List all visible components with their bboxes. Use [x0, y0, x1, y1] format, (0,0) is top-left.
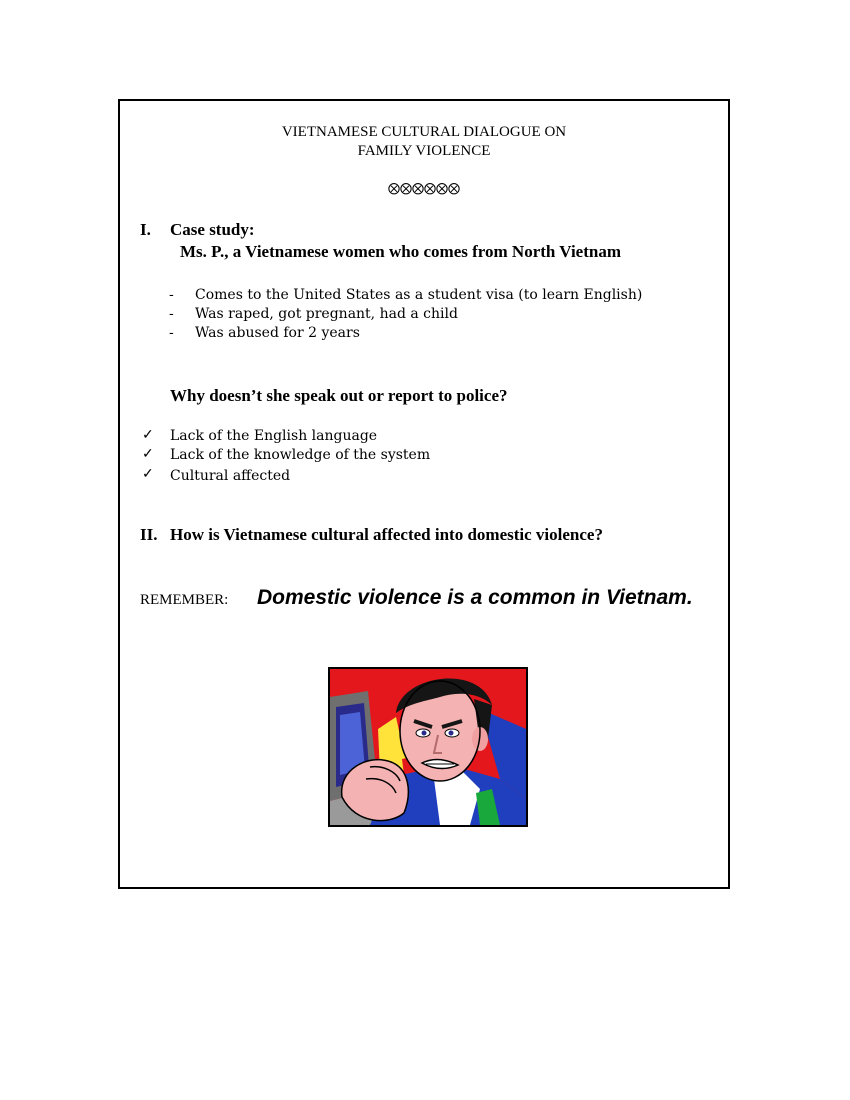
- fact-item: Was raped, got pregnant, had a child: [195, 306, 458, 322]
- fact-dash-marker: -: [169, 306, 174, 322]
- remember-label: REMEMBER:: [140, 592, 229, 608]
- reason-item: Lack of the English language: [170, 428, 378, 444]
- check-icon: ✓: [142, 466, 154, 482]
- document-title-line-1: VIETNAMESE CULTURAL DIALOGUE ON: [281, 124, 567, 140]
- ornament-divider: ⨂⨂⨂⨂⨂⨂: [388, 181, 460, 195]
- fact-dash-marker: -: [169, 325, 174, 341]
- case-study-subheading: Ms. P., a Vietnamese women who comes from North Vietnam: [180, 242, 621, 261]
- section-2-heading: How is Vietnamese cultural affected into domestic violence?: [170, 525, 603, 544]
- document-frame: [118, 99, 730, 889]
- section-1-numeral: I.: [140, 220, 151, 239]
- question-heading: Why doesn’t she speak out or report to police?: [170, 386, 508, 405]
- fact-item: Comes to the United States as a student visa (to learn English): [195, 287, 643, 303]
- remember-statement: Domestic violence is a common in Vietnam.: [257, 586, 693, 609]
- check-icon: ✓: [142, 446, 154, 462]
- fact-dash-marker: -: [169, 287, 174, 303]
- section-1-heading: Case study:: [170, 220, 255, 239]
- angry-man-on-phone-icon: [328, 667, 528, 827]
- reason-item: Cultural affected: [170, 468, 291, 484]
- check-icon: ✓: [142, 427, 154, 443]
- section-2-numeral: II.: [140, 525, 158, 544]
- fact-item: Was abused for 2 years: [195, 325, 360, 341]
- reason-item: Lack of the knowledge of the system: [170, 447, 431, 463]
- document-title-line-2: FAMILY VIOLENCE: [357, 143, 491, 159]
